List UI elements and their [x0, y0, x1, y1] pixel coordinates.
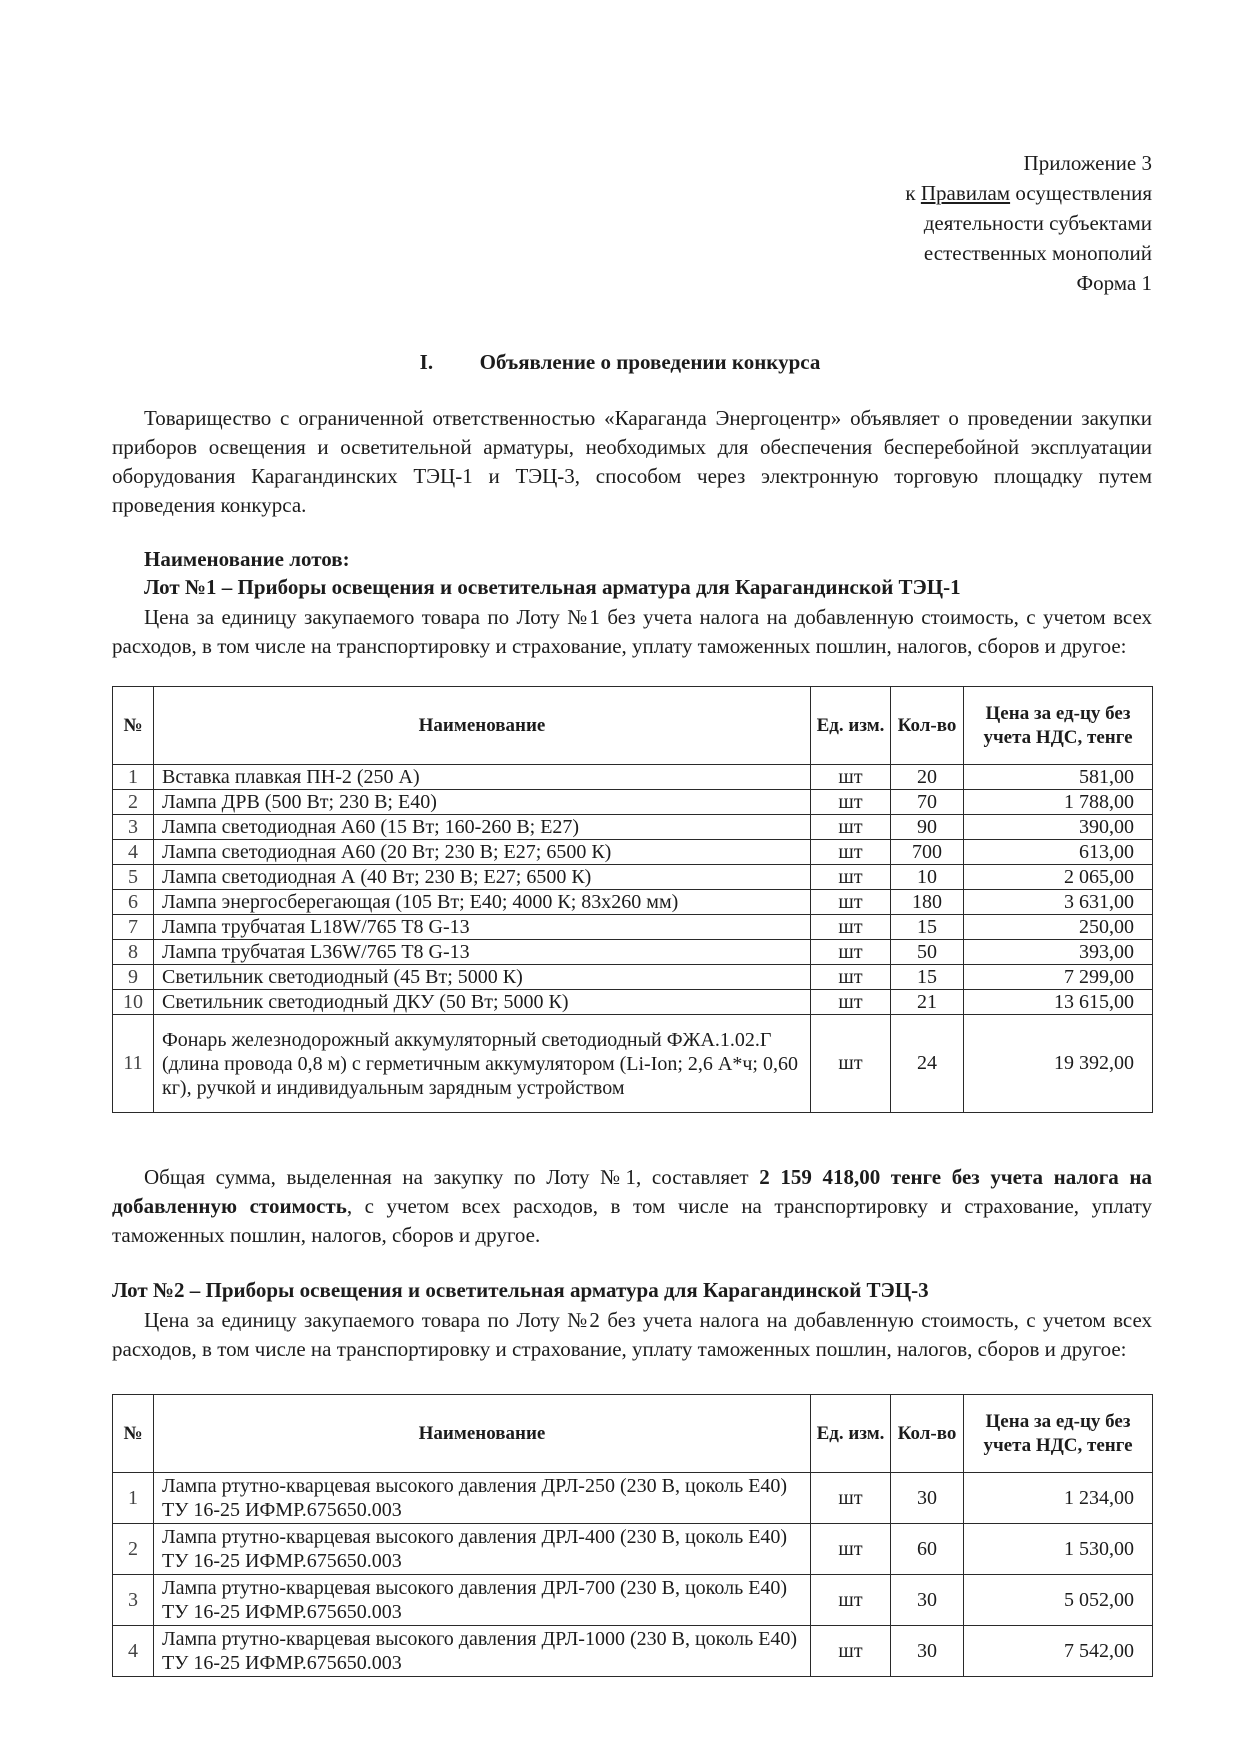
table-row	[113, 840, 1153, 865]
annex-line-5: Форма 1	[1076, 271, 1152, 295]
row-number: 4	[113, 840, 154, 865]
row-unit: шт	[811, 990, 891, 1015]
section-title	[0, 350, 1240, 375]
annex-line-3: деятельности субъектами	[923, 211, 1152, 235]
row-number: 3	[113, 1575, 154, 1626]
table-row	[113, 940, 1153, 965]
row-number: 5	[113, 865, 154, 890]
rules-link[interactable]: Правилам	[920, 181, 1011, 205]
row-unit: шт	[811, 915, 891, 940]
row-name: Лампа ртутно-кварцевая высокого давления ДРЛ-700 (230 В, цоколь Е40) ТУ 16-25 ИФМР.675650.003	[154, 1575, 811, 1626]
row-name: Лампа светодиодная А60 (15 Вт; 160-260 В; Е27)	[154, 815, 811, 840]
row-price: 13 615,00	[964, 990, 1153, 1015]
row-name: Вставка плавкая ПН-2 (250 А)	[154, 765, 811, 790]
lots-heading: Наименование лотов:	[144, 547, 350, 571]
table-header-row	[113, 687, 1153, 765]
row-unit: шт	[811, 790, 891, 815]
header-unit: Ед. изм.	[811, 1395, 891, 1473]
row-unit: шт	[811, 940, 891, 965]
row-unit: шт	[811, 1473, 891, 1524]
row-name: Лампа светодиодная А60 (20 Вт; 230 В; Е27; 6500 К)	[154, 840, 811, 865]
header-price: Цена за ед-цу без учета НДС, тенге	[964, 687, 1153, 765]
row-qty: 24	[891, 1015, 964, 1113]
row-price: 7 299,00	[964, 965, 1153, 990]
row-qty: 700	[891, 840, 964, 865]
row-price: 7 542,00	[964, 1626, 1153, 1677]
lot2-price-note	[112, 1306, 1152, 1364]
row-name: Лампа светодиодная А (40 Вт; 230 В; Е27; 6500 К)	[154, 865, 811, 890]
row-qty: 60	[891, 1524, 964, 1575]
header-unit: Ед. изм.	[811, 687, 891, 765]
lot1-items-table	[112, 686, 1153, 1113]
table-row	[113, 790, 1153, 815]
row-price: 1 234,00	[964, 1473, 1153, 1524]
row-number: 2	[113, 1524, 154, 1575]
table-row	[113, 915, 1153, 940]
row-number: 3	[113, 815, 154, 840]
table-header-row	[113, 1395, 1153, 1473]
header-name: Наименование	[154, 687, 811, 765]
intro-paragraph	[112, 404, 1152, 520]
row-name: Светильник светодиодный (45 Вт; 5000 К)	[154, 965, 811, 990]
row-name: Лампа ртутно-кварцевая высокого давления ДРЛ-400 (230 В, цоколь Е40) ТУ 16-25 ИФМР.675650.003	[154, 1524, 811, 1575]
row-unit: шт	[811, 1575, 891, 1626]
row-qty: 90	[891, 815, 964, 840]
row-name: Лампа ртутно-кварцевая высокого давления ДРЛ-1000 (230 В, цоколь Е40) ТУ 16-25 ИФМР.675650.003	[154, 1626, 811, 1677]
row-unit: шт	[811, 765, 891, 790]
lot1-title: Лот №1 – Приборы освещения и осветительная арматура для Карагандинской ТЭЦ-1	[144, 575, 961, 599]
table-row	[113, 890, 1153, 915]
row-number: 2	[113, 790, 154, 815]
row-name: Светильник светодиодный ДКУ (50 Вт; 5000 К)	[154, 990, 811, 1015]
row-name: Лампа трубчатая L18W/765 T8 G-13	[154, 915, 811, 940]
row-number: 6	[113, 890, 154, 915]
row-price: 19 392,00	[964, 1015, 1153, 1113]
lot1-total-prefix: Общая сумма, выделенная на закупку по Лоту №1, составляет	[144, 1165, 760, 1189]
table-row	[113, 1015, 1153, 1113]
row-number: 4	[113, 1626, 154, 1677]
row-name: Лампа ртутно-кварцевая высокого давления ДРЛ-250 (230 В, цоколь Е40) ТУ 16-25 ИФМР.675650.003	[154, 1473, 811, 1524]
row-price: 2 065,00	[964, 865, 1153, 890]
row-qty: 180	[891, 890, 964, 915]
row-number: 9	[113, 965, 154, 990]
lot1-total-suffix: , с учетом всех расходов, в том числе на транспортировку и страхование, уплату таможенных пошлин, налогов, сборов и другое.	[112, 1194, 1152, 1247]
row-qty: 20	[891, 765, 964, 790]
row-qty: 30	[891, 1626, 964, 1677]
header-price: Цена за ед-цу без учета НДС, тенге	[964, 1395, 1153, 1473]
row-price: 3 631,00	[964, 890, 1153, 915]
row-qty: 15	[891, 965, 964, 990]
row-price: 5 052,00	[964, 1575, 1153, 1626]
table-row	[113, 1626, 1153, 1677]
header-qty: Кол-во	[891, 1395, 964, 1473]
row-unit: шт	[811, 865, 891, 890]
table-row	[113, 1575, 1153, 1626]
row-number: 11	[113, 1015, 154, 1113]
table-row	[113, 1524, 1153, 1575]
row-qty: 30	[891, 1473, 964, 1524]
row-number: 10	[113, 990, 154, 1015]
row-number: 1	[113, 1473, 154, 1524]
row-number: 8	[113, 940, 154, 965]
row-number: 1	[113, 765, 154, 790]
table-row	[113, 765, 1153, 790]
row-price: 250,00	[964, 915, 1153, 940]
lot1-total-amount: 2 159 418,00 тенге без учета налога на добавленную стоимость	[112, 1165, 1152, 1218]
row-unit: шт	[811, 1015, 891, 1113]
annex-line-1: Приложение 3	[1023, 151, 1152, 175]
annex-line-4: естественных монополий	[923, 241, 1152, 265]
row-price: 1 788,00	[964, 790, 1153, 815]
annex-line-2-suffix: осуществления	[1010, 181, 1152, 205]
row-qty: 30	[891, 1575, 964, 1626]
table-row	[113, 865, 1153, 890]
row-unit: шт	[811, 1524, 891, 1575]
header-name: Наименование	[154, 1395, 811, 1473]
table-row	[113, 1473, 1153, 1524]
lot2-title: Лот №2 – Приборы освещения и осветительная арматура для Карагандинской ТЭЦ-3	[112, 1278, 929, 1302]
lot2-price-note-text: Цена за единицу закупаемого товара по Лоту №2 без учета налога на добавленную стоимость, с учетом всех расходов, в том числе на транспортировку и страхование, уплату таможенных пошлин, налогов, сборов и другое:	[112, 1308, 1152, 1361]
row-qty: 10	[891, 865, 964, 890]
row-number: 7	[113, 915, 154, 940]
row-unit: шт	[811, 1626, 891, 1677]
lot1-price-note	[112, 603, 1152, 661]
header-qty: Кол-во	[891, 687, 964, 765]
row-name: Лампа ДРВ (500 Вт; 230 В; Е40)	[154, 790, 811, 815]
annex-line-2-prefix: к	[905, 181, 921, 205]
lot1-price-note-text: Цена за единицу закупаемого товара по Лоту №1 без учета налога на добавленную стоимость, с учетом всех расходов, в том числе на транспортировку и страхование, уплату таможенных пошлин, налогов, сборов и другое:	[112, 605, 1152, 658]
intro-text: Товарищество с ограниченной ответственностью «Караганда Энергоцентр» объявляет о проведении закупки приборов освещения и осветительной арматуры, необходимых для обеспечения бесперебойной эксплуатации оборудования Карагандинских ТЭЦ-1 и ТЭЦ-3, способом через электронную торговую площадку путем проведения конкурса.	[112, 406, 1152, 517]
row-unit: шт	[811, 815, 891, 840]
table-row	[113, 965, 1153, 990]
row-qty: 70	[891, 790, 964, 815]
row-name: Лампа энергосберегающая (105 Вт; Е40; 4000 К; 83x260 мм)	[154, 890, 811, 915]
annex-header	[905, 148, 1152, 298]
section-number: I.	[419, 350, 434, 374]
row-unit: шт	[811, 840, 891, 865]
lot2-items-table	[112, 1394, 1153, 1677]
row-qty: 15	[891, 915, 964, 940]
row-qty: 21	[891, 990, 964, 1015]
row-price: 393,00	[964, 940, 1153, 965]
table-row	[113, 815, 1153, 840]
lot1-total-paragraph	[112, 1163, 1152, 1250]
row-name: Лампа трубчатая L36W/765 T8 G-13	[154, 940, 811, 965]
section-title-text: Объявление о проведении конкурса	[479, 350, 821, 374]
row-price: 390,00	[964, 815, 1153, 840]
header-number: №	[113, 1395, 154, 1473]
row-price: 581,00	[964, 765, 1153, 790]
row-qty: 50	[891, 940, 964, 965]
table-row	[113, 990, 1153, 1015]
row-price: 1 530,00	[964, 1524, 1153, 1575]
header-number: №	[113, 687, 154, 765]
row-unit: шт	[811, 965, 891, 990]
row-name: Фонарь железнодорожный аккумуляторный светодиодный ФЖА.1.02.Г (длина провода 0,8 м) с герметичным аккумулятором (Li-Ion; 2,6 А*ч; 0,60 кг), ручкой и индивидуальным зарядным устройством	[154, 1015, 811, 1113]
row-unit: шт	[811, 890, 891, 915]
annex-line-2	[905, 178, 1152, 208]
row-price: 613,00	[964, 840, 1153, 865]
